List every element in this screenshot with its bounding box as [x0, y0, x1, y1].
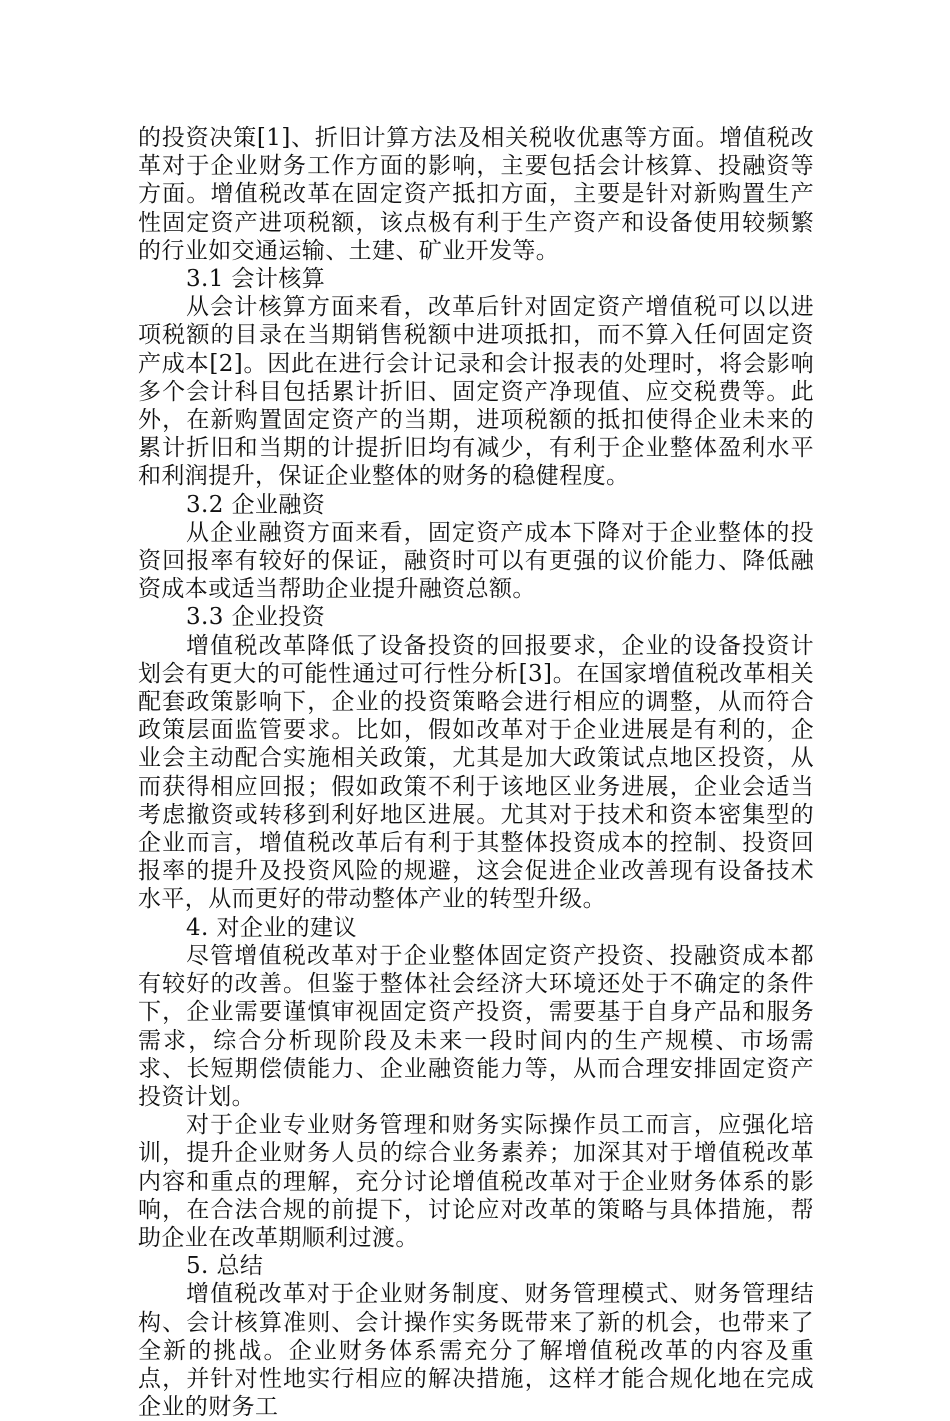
- section-3-1-heading: 3.1 会计核算: [186, 266, 326, 293]
- document-page: [138, 124, 814, 1421]
- section-3-1-body: 从会计核算方面来看，改革后针对固定资产增值税可以以进项税额的目录在当期销售税额中进项抵扣，而不算入任何固定资产成本[2]。因此在进行会计记录和会计报表的处理时，将会影响多个会计科目包括累计折旧、固定资产净现值、应交税费等。此外，在新购置固定资产的当期，进项税额的抵扣使得企业未来的累计折旧和当期的计提折旧均有减少，有利于企业整体盈利水平和利润提升，保证企业整体的财务的稳健程度。: [138, 294, 814, 490]
- section-4-heading: 4. 对企业的建议: [186, 914, 357, 941]
- section-5-heading: 5. 总结: [186, 1253, 264, 1280]
- continued-paragraph: 的投资决策[1]、折旧计算方法及相关税收优惠等方面。增值税改革对于企业财务工作方面的影响，主要包括会计核算、投融资等方面。增值税改革在固定资产抵扣方面，主要是针对新购置生产性固定资产进项税额，该点极有利于生产资产和设备使用较频繁的行业如交通运输、土建、矿业开发等。: [138, 125, 814, 264]
- section-5-body: 增值税改革对于企业财务制度、财务管理模式、财务管理结构、会计核算准则、会计操作实务既带来了新的机会，也带来了全新的挑战。企业财务体系需充分了解增值税改革的内容及重点，并针对性地实行相应的解决措施，这样才能合规化地在完成企业的财务工: [138, 1281, 814, 1421]
- section-3-2-body: 从企业融资方面来看，固定资产成本下降对于企业整体的投资回报率有较好的保证，融资时可以有更强的议价能力、降低融资成本或适当帮助企业提升融资总额。: [138, 519, 814, 603]
- section-3-3-body: 增值税改革降低了设备投资的回报要求，企业的设备投资计划会有更大的可能性通过可行性分析[3]。在国家增值税改革相关配套政策影响下，企业的投资策略会进行相应的调整，从而符合政策层面监管要求。比如，假如改革对于企业进展是有利的，企业会主动配合实施相关政策，尤其是加大政策试点地区投资，从而获得相应回报；假如政策不利于该地区业务进展，企业会适当考虑撤资或转移到利好地区进展。尤其对于技术和资本密集型的企业而言，增值税改革后有利于其整体投资成本的控制、投资回报率的提升及投资风险的规避，这会促进企业改善现有设备技术水平，从而更好的带动整体产业的转型升级。: [138, 632, 814, 913]
- section-4-body-2: 对于企业专业财务管理和财务实际操作员工而言，应强化培训，提升企业财务人员的综合业务素养；加深其对于增值税改革内容和重点的理解，充分讨论增值税改革对于企业财务体系的影响，在合法合规的前提下，讨论应对改革的策略与具体措施，帮助企业在改革期顺利过渡。: [138, 1112, 814, 1251]
- section-3-2-heading: 3.2 企业融资: [186, 491, 326, 518]
- section-4-body-1: 尽管增值税改革对于企业整体固定资产投资、投融资成本都有较好的改善。但鉴于整体社会经济大环境还处于不确定的条件下，企业需要谨慎审视固定资产投资，需要基于自身产品和服务需求，综合分析现阶段及未来一段时间内的生产规模、市场需求、长短期偿债能力、企业融资能力等，从而合理安排固定资产投资计划。: [138, 942, 814, 1110]
- section-3-3-heading: 3.3 企业投资: [186, 604, 326, 631]
